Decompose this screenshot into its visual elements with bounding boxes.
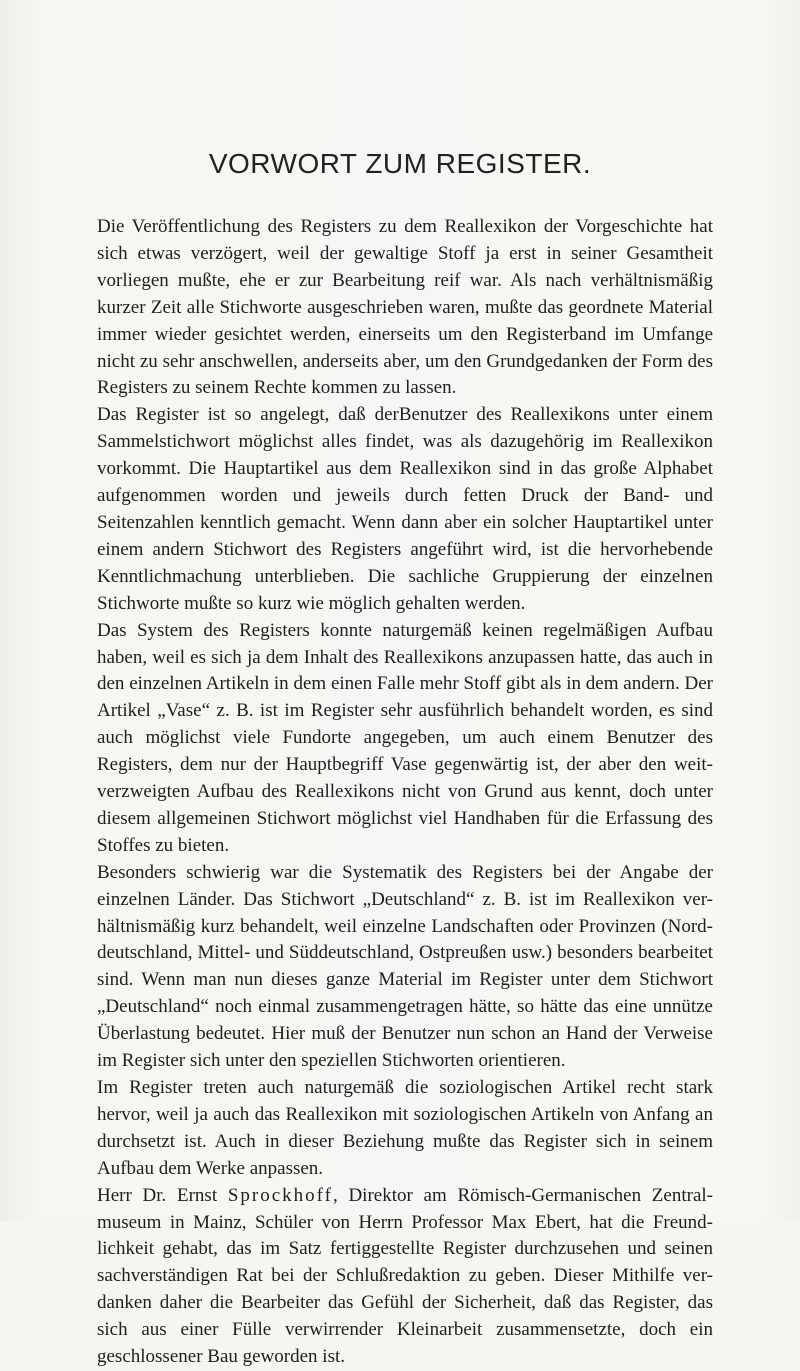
paragraph-3: Das System des Registers konnte naturgemäß keinen regelmäßigen Aufbau haben, weil es sich ja dem Inhalt des Reallexikons anzupassen hatte, das auch in den einzelnen Artikeln in dem einen Falle mehr Stoff gibt als in dem andern. Der Artikel „Vase“ z. B. ist im Register sehr ausführlich behandelt worden, es sind auch möglichst viele Fundorte angegeben, um auch einem Benutzer des Registers, dem nur der Hauptbegriff Vase gegenwärtig ist, der aber den weit-verzweigten Aufbau des Reallexikons nicht von Grund aus kennt, doch unter diesem allgemeinen Stichwort möglichst viel Handhaben für die Erfassung des Stoffes zu bieten. [97,619,713,856]
paragraph-1: Die Veröffentlichung des Registers zu dem Reallexikon der Vorgeschichte hat sich etwas verzögert, weil der gewaltige Stoff ja erst in seiner Gesamtheit vorliegen mußte, ehe er zur Bearbeitung reif war. Als nach verhältnismäßig kurzer Zeit alle Stichworte ausgeschrieben waren, mußte das geordnete Material immer wieder gesichtet werden, einerseits um den Registerband im Umfange nicht zu sehr anschwellen, anderseits aber, um den Grundgedanken der Form des Registers zu seinem Rechte kommen zu lassen. [97,216,713,399]
paragraph-6 [97,1183,713,1371]
body-text [97,214,713,1371]
page-title: VORWORT ZUM REGISTER. [208,148,592,179]
paragraph-6-intro: Herr Dr. Ernst [97,1184,228,1206]
paragraph-5: Im Register treten auch naturgemäß die soziologischen Artikel recht stark hervor, weil ja auch das Reallexikon mit soziologischen Artikeln von Anfang an durchsetzt ist. Auch in dieser Beziehung mußte das Register sich in seinem Aufbau dem Werke anpassen. [97,1077,713,1179]
paragraph-2: Das Register ist so angelegt, daß derBenutzer des Reallexikons unter einem Sammelstichwort möglichst alles findet, was als dazugehörig im Reallexikon vorkommt. Die Hauptartikel aus dem Reallexikon sind in das große Alphabet aufgenommen worden und jeweils durch fetten Druck der Band- und Seitenzahlen kenntlich gemacht. Wenn dann aber ein solcher Hauptartikel unter einem andern Stichwort des Registers angeführt wird, ist die hervorhebende Kenntlichmachung unterblieben. Die sachliche Gruppierung der einzelnen Stichworte mußte so kurz wie möglich gehalten werden. [97,404,713,614]
paragraph-4: Besonders schwierig war die Systematik des Registers bei der Angabe der einzelnen Länder. Das Stichwort „Deutschland“ z. B. ist im Reallexikon ver-hältnismäßig kurz behandelt, weil einzelne Landschaften oder Provinzen (Nord-deutschland, Mittel- und Süddeutschland, Ostpreußen usw.) besonders bearbeitet sind. Wenn man nun dieses ganze Material im Register unter dem Stichwort „Deutschland“ noch einmal zusammengetragen hätte, so hätte das eine unnütze Überlastung bedeutet. Hier muß der Benutzer nun schon an Hand der Verweise im Register sich unter den speziellen Stichworten orientieren. [97,861,713,1072]
paragraph-6-rest: , Direktor am Römisch-Germanischen Zentral-museum in Mainz, Schüler von Herrn Professor Max Ebert, hat die Freund-lichkeit gehabt, das im Satz fertiggestellte Register durchzusehen und seinen sachverständigen Rat bei der Schlußredaktion zu geben. Dieser Mithilfe ver-danken daher die Bearbeiter das Gefühl der Sicherheit, daß das Register, das sich aus einer Fülle verwirrender Kleinarbeit zusammensetzte, doch ein geschlossener Bau geworden ist. [97,1184,713,1368]
paragraph-6-name: Sprockhoff [227,1184,333,1206]
